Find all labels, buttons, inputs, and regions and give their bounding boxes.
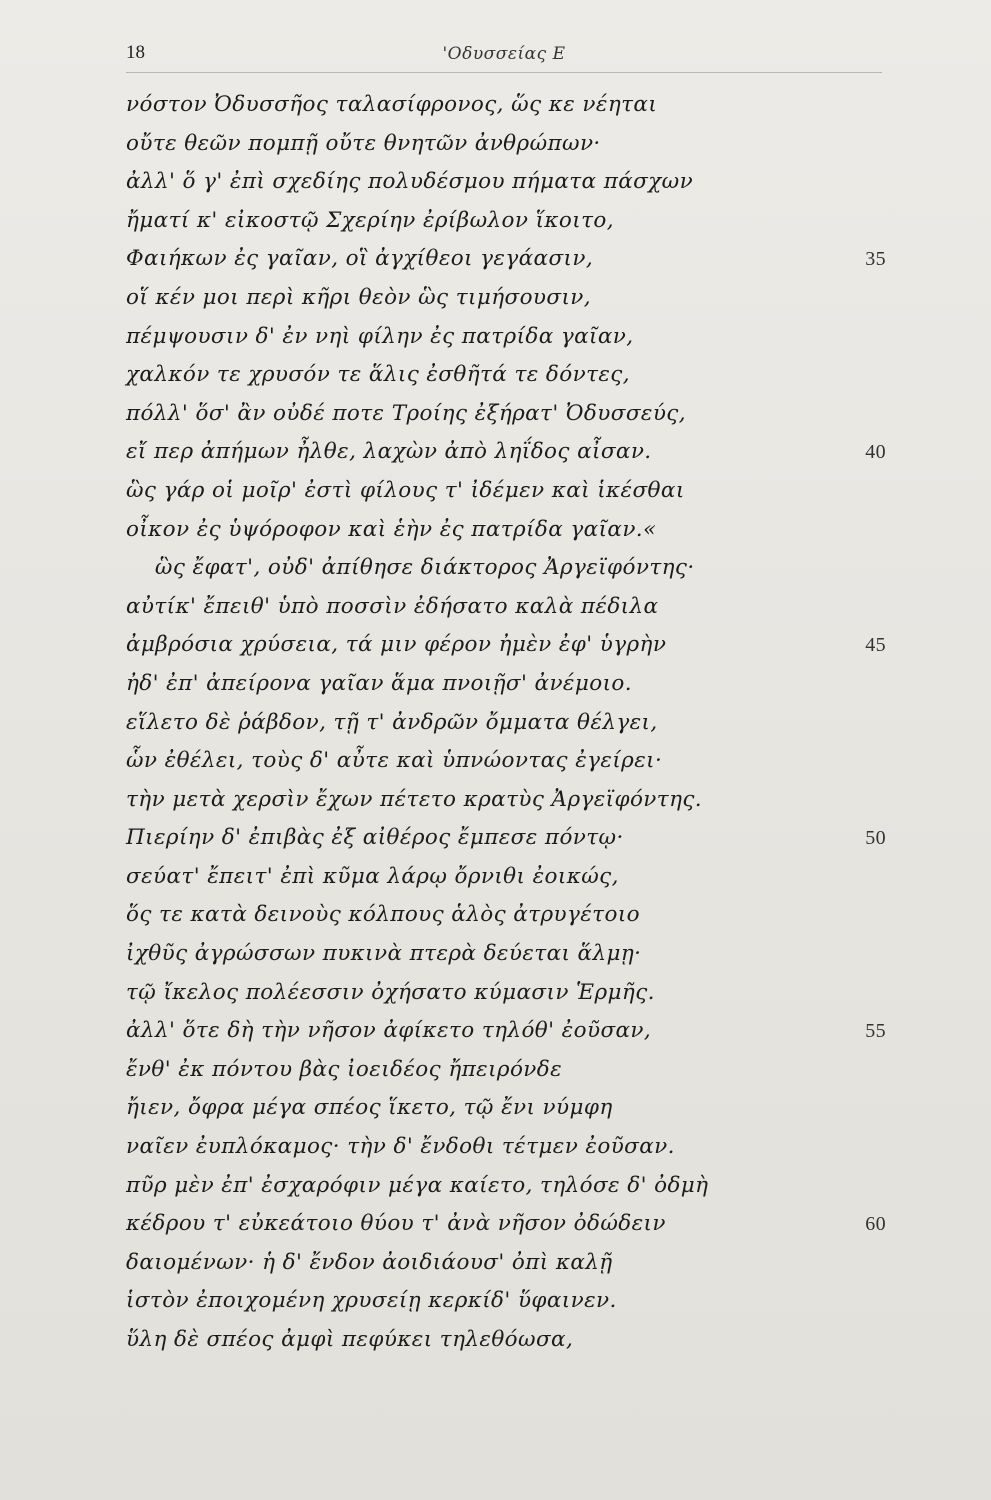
verse-text: οὔτε θεῶν πομπῇ οὔτε θνητῶν ἀνθρώπων· [126,130,601,156]
verse-line [126,549,886,588]
verse-text: ἠδ' ἐπ' ἀπείρονα γαῖαν ἅμα πνοιῇσ' ἀνέμοιο. [126,670,632,696]
verse-line [126,472,886,511]
line-number: 55 [865,1020,886,1043]
verse-line [126,356,886,395]
verse-text: εἴ περ ἀπήμων ἦλθε, λαχὼν ἀπὸ ληΐδος αἶσαν. [126,439,652,465]
verse-text: ἔνθ' ἐκ πόντου βὰς ἰοειδέος ἤπειρόνδε [126,1056,563,1082]
verse-line [126,896,886,935]
verse-line [126,433,886,472]
verse-text: ναῖεν ἐυπλόκαμος· τὴν δ' ἔνδοθι τέτμεν ἐοῦσαν. [126,1134,675,1160]
verse-text: αὐτίκ' ἔπειθ' ὑπὸ ποσσὶν ἐδήσατο καλὰ πέδιλα [126,593,659,619]
verse-line [126,742,886,781]
line-number: 40 [865,441,886,464]
verse-line [126,1089,886,1128]
verse-line [126,279,886,318]
verse-text: πέμψουσιν δ' ἐν νηὶ φίλην ἐς πατρίδα γαῖαν, [126,323,634,349]
verse-text: ἤματί κ' εἰκοστῷ Σχερίην ἐρίβωλον ἵκοιτο, [126,207,614,233]
verse-text: τὴν μετὰ χερσὶν ἔχων πέτετο κρατὺς Ἀργεϊφόντης. [126,786,703,812]
page-number: 18 [126,42,145,63]
verse-text: χαλκόν τε χρυσόν τε ἅλις ἐσθῆτά τε δόντες, [126,362,630,388]
verse-text: ἀλλ' ὅτε δὴ τὴν νῆσον ἀφίκετο τηλόθ' ἐοῦσαν, [126,1018,652,1044]
verse-line [126,240,886,279]
line-number: 60 [865,1213,886,1236]
verse-text: νόστον Ὀδυσσῆος ταλασίφρονος, ὥς κε νέηται [126,92,658,117]
verse-line [126,125,886,164]
verse-line [126,1051,886,1090]
verse-text: δαιομένων· ἡ δ' ἔνδον ἀοιδιάουσ' ὀπὶ καλῇ [126,1249,613,1275]
running-title: 'Οδυσσείας Ε [442,44,566,64]
verse-line [126,819,886,858]
verse-text: Φαιήκων ἐς γαῖαν, οἳ ἀγχίθεοι γεγάασιν, [126,246,594,272]
verse-text: οἵ κέν μοι περὶ κῆρι θεὸν ὣς τιμήσουσιν, [126,284,592,310]
verse-line [126,588,886,627]
verse-text: εἵλετο δὲ ῥάβδον, τῇ τ' ἀνδρῶν ὄμματα θέλγει, [126,709,658,735]
verse-line [126,704,886,743]
verse-line [126,1205,886,1244]
verse-list [126,86,886,1360]
verse-line [126,395,886,434]
verse-text: ὅς τε κατὰ δεινοὺς κόλπους ἁλὸς ἀτρυγέτοιο [126,902,640,928]
verse-line [126,163,886,202]
verse-text: πόλλ' ὅσ' ἂν οὐδέ ποτε Τροίης ἐξήρατ' Ὀδυσσεύς, [126,400,686,426]
verse-line [126,511,886,550]
verse-line [126,202,886,241]
verse-text: ἱστὸν ἐποιχομένη χρυσείῃ κερκίδ' ὕφαινεν. [126,1288,617,1314]
verse-line [126,86,886,125]
verse-line [126,665,886,704]
verse-text: ἤιεν, ὄφρα μέγα σπέος ἵκετο, τῷ ἔνι νύμφη [126,1095,613,1121]
line-number: 45 [865,634,886,657]
verse-text: τῷ ἴκελος πολέεσσιν ὀχήσατο κύμασιν Ἑρμῆς. [126,979,655,1005]
verse-line [126,626,886,665]
verse-line [126,858,886,897]
verse-line [126,1244,886,1283]
verse-text: ὧν ἐθέλει, τοὺς δ' αὖτε καὶ ὑπνώοντας ἐγείρει· [126,748,663,774]
verse-line [126,974,886,1013]
line-number: 35 [865,248,886,271]
verse-text: κέδρου τ' εὐκεάτοιο θύου τ' ἀνὰ νῆσον ὀδώδειν [126,1211,666,1237]
verse-line [126,1321,886,1360]
verse-line [126,1012,886,1051]
verse-text: Πιερίην δ' ἐπιβὰς ἐξ αἰθέρος ἔμπεσε πόντῳ· [126,825,624,851]
verse-text: ὣς ἔφατ', οὐδ' ἀπίθησε διάκτορος Ἀργεϊφόντης· [126,555,695,581]
verse-line [126,1167,886,1206]
verse-line [126,1282,886,1321]
verse-line [126,935,886,974]
page-header [126,42,882,76]
verse-text: πῦρ μὲν ἐπ' ἐσχαρόφιν μέγα καίετο, τηλόσε δ' ὀδμὴ [126,1172,709,1198]
verse-text: ἀλλ' ὅ γ' ἐπὶ σχεδίης πολυδέσμου πήματα πάσχων [126,169,694,195]
verse-line [126,318,886,357]
verse-text: σεύατ' ἔπειτ' ἐπὶ κῦμα λάρῳ ὄρνιθι ἐοικώς, [126,863,619,889]
verse-text: ἀμβρόσια χρύσεια, τά μιν φέρον ἠμὲν ἐφ' ὑγρὴν [126,632,667,658]
verse-text: ἰχθῦς ἀγρώσσων πυκινὰ πτερὰ δεύεται ἅλμῃ· [126,941,642,967]
verse-text: ὕλη δὲ σπέος ἀμφὶ πεφύκει τηλεθόωσα, [126,1327,574,1352]
header-rule [126,72,882,73]
verse-text: οἶκον ἐς ὑψόροφον καὶ ἑὴν ἐς πατρίδα γαῖαν.« [126,516,657,542]
verse-text: ὣς γάρ οἱ μοῖρ' ἐστὶ φίλους τ' ἰδέμεν καὶ ἱκέσθαι [126,477,685,503]
verse-line [126,1128,886,1167]
line-number: 50 [865,827,886,850]
verse-line [126,781,886,820]
